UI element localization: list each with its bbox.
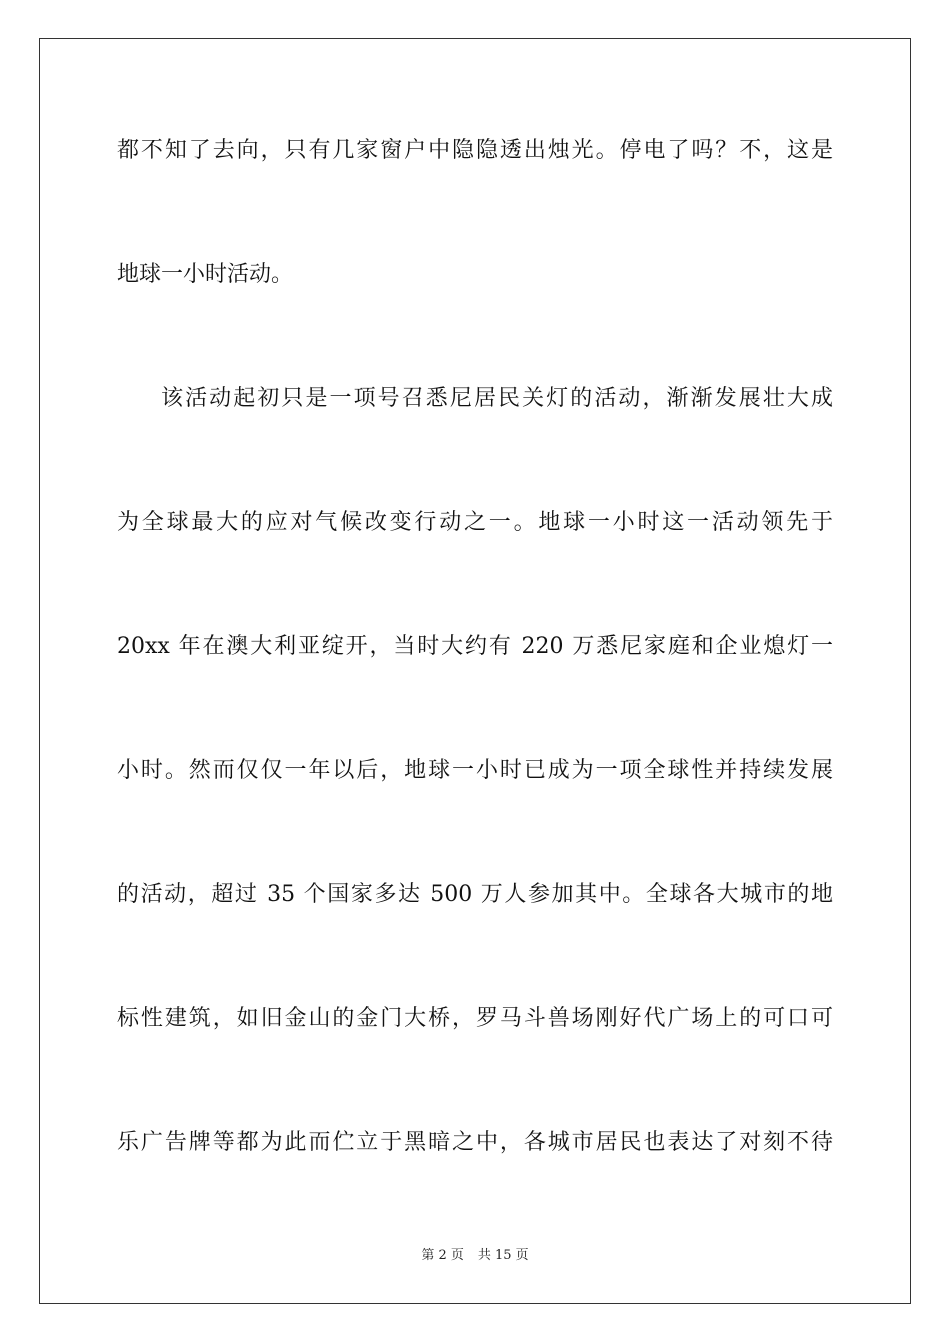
text-line: 都不知了去向，只有几家窗户中隐隐透出烛光。停电了吗？不，这是: [117, 138, 833, 163]
page-footer: [0, 1246, 950, 1266]
page-frame: [39, 38, 911, 1304]
text-line: 标性建筑，如旧金山的金门大桥，罗马斗兽场刚好代广场上的可口可: [117, 1006, 833, 1031]
text-line: 该活动起初只是一项号召悉尼居民关灯的活动，渐渐发展壮大成: [161, 386, 833, 411]
text-line: 为全球最大的应对气候改变行动之一。地球一小时这一活动领先于: [117, 510, 833, 535]
text-line: 的活动，超过 35 个国家多达 500 万人参加其中。全球各大城市的地: [117, 882, 833, 907]
page-number: 第 2 页: [421, 1248, 464, 1263]
text-line: 20xx 年在澳大利亚绽开，当时大约有 220 万悉尼家庭和企业熄灯一: [117, 634, 833, 659]
text-line: 小时。然而仅仅一年以后，地球一小时已成为一项全球性并持续发展: [117, 758, 833, 783]
text-line: 乐广告牌等都为此而伫立于黑暗之中，各城市居民也表达了对刻不待: [117, 1130, 833, 1155]
text-line: 地球一小时活动。: [117, 262, 294, 287]
page-total: 共 15 页: [477, 1248, 529, 1263]
